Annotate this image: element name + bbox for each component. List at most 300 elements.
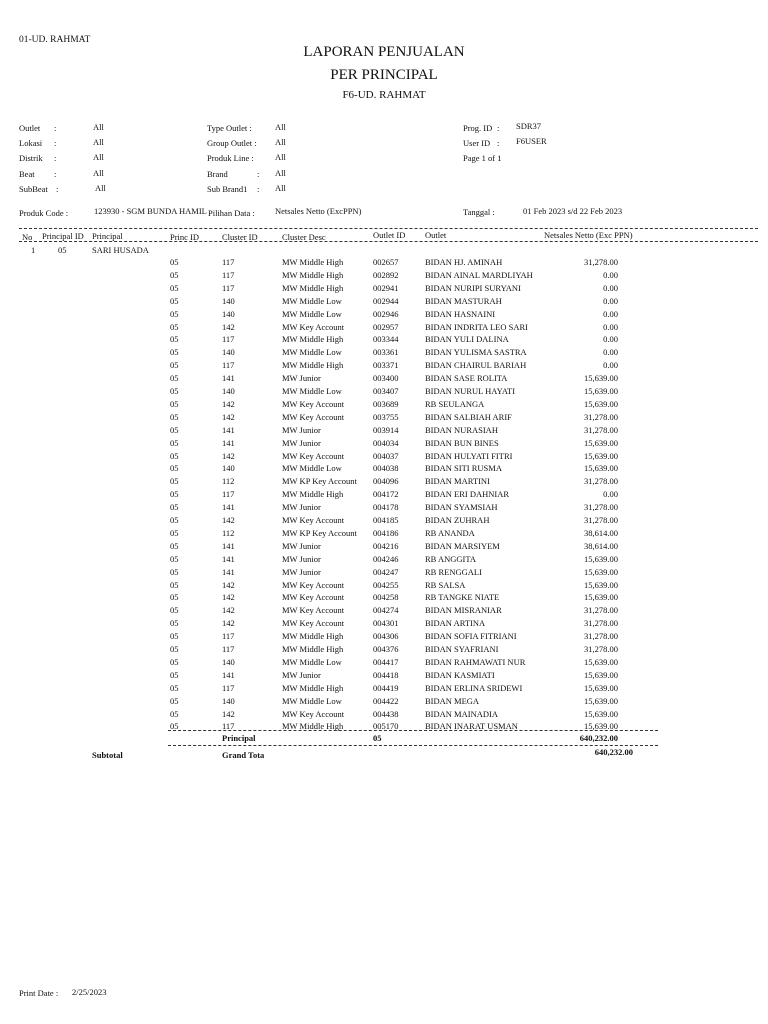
row-netsales-value: 15,639.00 xyxy=(584,386,618,396)
print-date-label: Print Date : xyxy=(19,988,59,998)
row-outlet-name: BIDAN SOFIA FITRIANI xyxy=(425,631,517,642)
row-cluster-desc: MW Junior xyxy=(282,540,321,551)
row-princ-id: 05 xyxy=(170,682,179,693)
row-cluster-id: 141 xyxy=(222,502,235,513)
row-princ-id: 05 xyxy=(170,540,179,551)
row-cluster-desc: MW Key Account xyxy=(282,579,345,590)
row-outlet-id: 004306 xyxy=(373,631,399,642)
row-netsales-value: 31,278.00 xyxy=(584,644,618,654)
table-row xyxy=(0,489,768,502)
table-row xyxy=(0,270,768,283)
row-outlet-name: BIDAN ZUHRAH xyxy=(425,515,490,525)
row-cluster-id: 141 xyxy=(222,424,235,435)
row-cluster-desc: MW Middle High xyxy=(282,282,344,293)
table-row xyxy=(0,683,768,696)
row-outlet-id: 003689 xyxy=(373,398,399,409)
table-row xyxy=(0,438,768,451)
principal-total-code: 05 xyxy=(373,733,382,743)
table-row xyxy=(0,309,768,322)
total-top-rule xyxy=(168,730,658,731)
row-outlet-id: 004376 xyxy=(373,644,399,654)
row-cluster-id: 142 xyxy=(222,605,235,616)
row-outlet-id: 004419 xyxy=(373,682,399,693)
principal-total-value: 640,232.00 xyxy=(579,733,618,743)
table-row xyxy=(0,296,768,309)
row-netsales-value: 38,614.00 xyxy=(584,540,618,551)
table-row xyxy=(0,696,768,709)
row-outlet-name: BIDAN SALBIAH ARIF xyxy=(425,411,512,422)
row-cluster-desc: MW Junior xyxy=(282,437,321,448)
row-outlet-name: BIDAN HJ. AMINAH xyxy=(425,257,503,267)
row-cluster-desc: MW Middle High xyxy=(282,257,344,267)
row-cluster-id: 117 xyxy=(222,631,235,642)
row-netsales-value: 15,639.00 xyxy=(584,695,618,706)
tanggal-label: Tanggal : xyxy=(463,207,495,217)
row-netsales-value: 31,278.00 xyxy=(584,476,618,487)
col-header-no: No xyxy=(22,232,33,242)
row-cluster-desc: MW Junior xyxy=(282,424,321,435)
row-cluster-desc: MW KP Key Account xyxy=(282,476,357,487)
filter-label: Group Outlet : xyxy=(207,138,257,148)
row-outlet-id: 002657 xyxy=(373,257,399,267)
row-netsales-value: 31,278.00 xyxy=(584,618,618,629)
row-outlet-name: BIDAN SITI RUSMA xyxy=(425,463,502,474)
row-cluster-desc: MW Key Account xyxy=(282,411,345,422)
row-outlet-id: 002946 xyxy=(373,308,399,319)
row-princ-id: 05 xyxy=(170,553,179,564)
row-outlet-id: 004186 xyxy=(373,527,399,538)
filter-label: Outlet xyxy=(19,123,41,133)
row-outlet-name: RB SEULANGA xyxy=(425,398,485,409)
row-cluster-id: 117 xyxy=(222,682,235,693)
pilihan-data-label: Pilihan Data : xyxy=(208,208,255,218)
row-outlet-id: 004438 xyxy=(373,708,399,719)
row-cluster-id: 142 xyxy=(222,618,235,629)
filter-value: All xyxy=(93,168,104,178)
row-netsales-value: 15,639.00 xyxy=(584,579,618,590)
filter-sep: : xyxy=(497,138,500,148)
group-no: 1 xyxy=(31,245,36,255)
row-outlet-id: 003407 xyxy=(373,386,399,396)
row-outlet-id: 002892 xyxy=(373,269,399,280)
produk-code-value: 123930 - SGM BUNDA HAMIL xyxy=(94,206,207,216)
row-outlet-name: BIDAN RAHMAWATI NUR xyxy=(425,656,526,667)
row-cluster-id: 117 xyxy=(222,360,235,371)
table-row xyxy=(0,476,768,489)
row-cluster-id: 142 xyxy=(222,321,235,332)
row-outlet-id: 004301 xyxy=(373,618,399,629)
row-cluster-id: 141 xyxy=(222,373,235,384)
row-outlet-id: 003361 xyxy=(373,347,399,358)
row-outlet-id: 004038 xyxy=(373,463,399,474)
filter-sep: : xyxy=(54,138,57,148)
row-cluster-desc: MW Middle Low xyxy=(282,463,342,474)
row-outlet-name: BIDAN YULISMA SASTRA xyxy=(425,347,527,358)
row-outlet-id: 002957 xyxy=(373,321,399,332)
row-outlet-name: BIDAN AINAL MARDLIYAH xyxy=(425,269,533,280)
row-cluster-id: 117 xyxy=(222,489,235,500)
row-princ-id: 05 xyxy=(170,257,179,267)
row-cluster-id: 142 xyxy=(222,515,235,525)
col-header-principal-id: Principal ID xyxy=(42,231,84,241)
row-cluster-desc: MW Middle High xyxy=(282,631,344,642)
row-princ-id: 05 xyxy=(170,489,179,500)
row-cluster-desc: MW Middle Low xyxy=(282,695,342,706)
user-id-value: F6USER xyxy=(516,136,547,146)
row-outlet-id: 005170 xyxy=(373,721,399,732)
row-netsales-value: 15,639.00 xyxy=(584,592,618,603)
row-netsales-value: 15,639.00 xyxy=(584,721,618,732)
row-netsales-value: 38,614.00 xyxy=(584,527,618,538)
row-princ-id: 05 xyxy=(170,334,179,345)
row-cluster-desc: MW Junior xyxy=(282,502,321,513)
row-outlet-name: BIDAN HASNAINI xyxy=(425,308,496,319)
row-cluster-id: 141 xyxy=(222,540,235,551)
row-outlet-id: 002944 xyxy=(373,295,399,306)
row-netsales-value: 15,639.00 xyxy=(584,463,618,474)
row-netsales-value: 31,278.00 xyxy=(584,502,618,513)
row-cluster-id: 142 xyxy=(222,398,235,409)
row-outlet-name: BIDAN NURIPI SURYANI xyxy=(425,282,521,293)
row-outlet-id: 004178 xyxy=(373,502,399,513)
row-netsales-value: 15,639.00 xyxy=(584,656,618,667)
row-princ-id: 05 xyxy=(170,398,179,409)
row-outlet-name: BIDAN SYAMSIAH xyxy=(425,502,498,513)
row-outlet-id: 003344 xyxy=(373,334,399,345)
total-bottom-rule xyxy=(168,745,658,746)
row-princ-id: 05 xyxy=(170,295,179,306)
row-princ-id: 05 xyxy=(170,347,179,358)
row-cluster-desc: MW Middle High xyxy=(282,489,344,500)
filter-value: All xyxy=(275,137,286,147)
row-cluster-desc: MW Middle High xyxy=(282,721,344,732)
table-row xyxy=(0,657,768,670)
row-cluster-desc: MW Middle Low xyxy=(282,308,342,319)
row-cluster-id: 117 xyxy=(222,257,235,267)
prog-id-value: SDR37 xyxy=(516,121,542,131)
row-outlet-name: BIDAN MEGA xyxy=(425,695,480,706)
header-bottom-rule xyxy=(19,241,758,242)
row-outlet-name: BIDAN INDRITA LEO SARI xyxy=(425,321,528,332)
row-outlet-id: 004418 xyxy=(373,669,399,680)
filter-value: All xyxy=(275,152,286,162)
row-outlet-id: 004422 xyxy=(373,695,399,706)
row-cluster-desc: MW Middle Low xyxy=(282,295,342,306)
filter-label: Lokasi xyxy=(19,138,43,148)
table-row xyxy=(0,425,768,438)
row-outlet-id: 004246 xyxy=(373,553,399,564)
row-netsales-value: 15,639.00 xyxy=(584,450,618,461)
header-top-rule xyxy=(19,228,758,229)
row-outlet-name: BIDAN HULYATI FITRI xyxy=(425,450,513,461)
table-row xyxy=(0,463,768,476)
row-outlet-name: BIDAN MASTURAH xyxy=(425,295,502,306)
row-cluster-id: 142 xyxy=(222,450,235,461)
filter-value: All xyxy=(275,122,286,132)
group-principal-name: SARI HUSADA xyxy=(92,245,149,255)
row-cluster-desc: MW Key Account xyxy=(282,321,345,332)
row-netsales-value: 0.00 xyxy=(603,489,618,500)
filter-label: Type Outlet : xyxy=(207,123,252,133)
filter-sep: : xyxy=(257,184,260,194)
filter-label: Brand xyxy=(207,169,228,179)
row-cluster-desc: MW Middle Low xyxy=(282,347,342,358)
row-netsales-value: 31,278.00 xyxy=(584,257,618,267)
row-outlet-id: 003755 xyxy=(373,411,399,422)
row-princ-id: 05 xyxy=(170,437,179,448)
row-princ-id: 05 xyxy=(170,515,179,525)
table-row xyxy=(0,528,768,541)
row-outlet-name: BIDAN SASE ROLITA xyxy=(425,373,508,384)
row-outlet-name: BIDAN YULI DALINA xyxy=(425,334,509,345)
grand-total-label: Grand Tota xyxy=(222,750,265,760)
row-princ-id: 05 xyxy=(170,373,179,384)
filter-value: All xyxy=(95,183,106,193)
row-princ-id: 05 xyxy=(170,463,179,474)
row-outlet-id: 004258 xyxy=(373,592,399,603)
col-header-cluster-id: Cluster ID xyxy=(222,232,258,242)
subtotal-label: Subtotal xyxy=(92,750,123,760)
table-row xyxy=(0,580,768,593)
row-netsales-value: 31,278.00 xyxy=(584,424,618,435)
row-princ-id: 05 xyxy=(170,592,179,603)
row-netsales-value: 15,639.00 xyxy=(584,437,618,448)
row-netsales-value: 15,639.00 xyxy=(584,566,618,577)
row-princ-id: 05 xyxy=(170,644,179,654)
row-cluster-id: 142 xyxy=(222,579,235,590)
pilihan-data-value: Netsales Netto (ExcPPN) xyxy=(275,206,362,216)
row-princ-id: 05 xyxy=(170,708,179,719)
row-cluster-id: 141 xyxy=(222,553,235,564)
row-princ-id: 05 xyxy=(170,669,179,680)
row-outlet-name: BIDAN CHAIRUL BARIAH xyxy=(425,360,527,371)
row-outlet-id: 003371 xyxy=(373,360,399,371)
row-netsales-value: 31,278.00 xyxy=(584,631,618,642)
row-cluster-id: 141 xyxy=(222,566,235,577)
row-netsales-value: 0.00 xyxy=(603,295,618,306)
row-princ-id: 05 xyxy=(170,269,179,280)
table-row xyxy=(0,451,768,464)
row-outlet-id: 004034 xyxy=(373,437,399,448)
row-princ-id: 05 xyxy=(170,618,179,629)
table-row xyxy=(0,541,768,554)
table-row xyxy=(0,386,768,399)
filter-label: SubBeat xyxy=(19,184,48,194)
table-row xyxy=(0,670,768,683)
report-branch: F6-UD. RAHMAT xyxy=(342,89,426,101)
row-cluster-desc: MW Middle High xyxy=(282,360,344,371)
row-outlet-id: 004247 xyxy=(373,566,399,577)
row-cluster-id: 140 xyxy=(222,308,235,319)
row-cluster-desc: MW Key Account xyxy=(282,398,345,409)
row-princ-id: 05 xyxy=(170,605,179,616)
row-cluster-id: 142 xyxy=(222,592,235,603)
row-outlet-name: BIDAN MAINADIA xyxy=(425,708,498,719)
row-princ-id: 05 xyxy=(170,360,179,371)
row-netsales-value: 0.00 xyxy=(603,334,618,345)
table-row xyxy=(0,347,768,360)
row-netsales-value: 15,639.00 xyxy=(584,398,618,409)
row-outlet-name: BIDAN BUN BINES xyxy=(425,437,499,448)
row-outlet-name: RB ANANDA xyxy=(425,527,475,538)
row-netsales-value: 31,278.00 xyxy=(584,605,618,616)
filter-label: User ID xyxy=(463,138,491,148)
table-row xyxy=(0,399,768,412)
row-cluster-id: 140 xyxy=(222,386,235,396)
row-princ-id: 05 xyxy=(170,695,179,706)
row-outlet-name: BIDAN MARTINI xyxy=(425,476,490,487)
row-netsales-value: 15,639.00 xyxy=(584,553,618,564)
table-row xyxy=(0,502,768,515)
row-outlet-id: 004417 xyxy=(373,656,399,667)
row-outlet-id: 004255 xyxy=(373,579,399,590)
filter-label: Prog. ID xyxy=(463,123,493,133)
row-outlet-name: BIDAN ERI DAHNIAR xyxy=(425,489,510,500)
row-cluster-desc: MW Middle High xyxy=(282,334,344,345)
row-cluster-desc: MW Key Account xyxy=(282,450,345,461)
row-outlet-name: BIDAN MARSIYEM xyxy=(425,540,500,551)
col-header-outlet: Outlet xyxy=(425,230,447,240)
row-cluster-desc: MW Middle High xyxy=(282,682,344,693)
report-title: LAPORAN PENJUALAN xyxy=(303,44,465,60)
page-indicator: Page 1 of 1 xyxy=(463,153,502,163)
table-row xyxy=(0,709,768,722)
table-row xyxy=(0,334,768,347)
row-netsales-value: 0.00 xyxy=(603,282,618,293)
filter-value: All xyxy=(275,168,286,178)
filter-sep: : xyxy=(54,169,57,179)
table-row xyxy=(0,515,768,528)
col-header-cluster-desc: Cluster Desc xyxy=(282,232,326,242)
report-subtitle: PER PRINCIPAL xyxy=(330,67,438,83)
row-cluster-id: 142 xyxy=(222,708,235,719)
table-row xyxy=(0,412,768,425)
row-cluster-desc: MW Key Account xyxy=(282,618,345,629)
row-cluster-id: 141 xyxy=(222,669,235,680)
row-cluster-desc: MW Key Account xyxy=(282,708,345,719)
row-cluster-id: 117 xyxy=(222,269,235,280)
row-princ-id: 05 xyxy=(170,502,179,513)
row-princ-id: 05 xyxy=(170,386,179,396)
row-outlet-id: 003400 xyxy=(373,373,399,384)
filter-sep: : xyxy=(54,123,57,133)
row-outlet-id: 004037 xyxy=(373,450,399,461)
row-cluster-id: 140 xyxy=(222,295,235,306)
row-netsales-value: 0.00 xyxy=(603,269,618,280)
row-princ-id: 05 xyxy=(170,656,179,667)
row-princ-id: 05 xyxy=(170,424,179,435)
row-cluster-id: 117 xyxy=(222,334,235,345)
row-netsales-value: 15,639.00 xyxy=(584,708,618,719)
row-princ-id: 05 xyxy=(170,721,179,732)
row-outlet-id: 004216 xyxy=(373,540,399,551)
row-netsales-value: 0.00 xyxy=(603,360,618,371)
row-cluster-desc: MW Middle High xyxy=(282,644,344,654)
filter-label: Produk Line : xyxy=(207,153,254,163)
filter-sep: : xyxy=(56,184,59,194)
row-cluster-desc: MW Junior xyxy=(282,553,321,564)
row-netsales-value: 31,278.00 xyxy=(584,411,618,422)
table-row xyxy=(0,644,768,657)
table-row xyxy=(0,360,768,373)
col-header-outlet-id: Outlet ID xyxy=(373,230,406,240)
filter-value: All xyxy=(93,122,104,132)
row-netsales-value: 0.00 xyxy=(603,321,618,332)
filter-sep: : xyxy=(497,123,500,133)
table-row xyxy=(0,554,768,567)
company-name: 01-UD. RAHMAT xyxy=(19,35,91,45)
filter-value: All xyxy=(93,137,104,147)
row-princ-id: 05 xyxy=(170,450,179,461)
row-outlet-id: 004274 xyxy=(373,605,399,616)
row-princ-id: 05 xyxy=(170,411,179,422)
table-row xyxy=(0,605,768,618)
row-netsales-value: 15,639.00 xyxy=(584,373,618,384)
row-netsales-value: 31,278.00 xyxy=(584,515,618,525)
filter-label: Sub Brand1 xyxy=(207,184,248,194)
row-outlet-name: BIDAN MISRANIAR xyxy=(425,605,502,616)
row-outlet-id: 003914 xyxy=(373,424,399,435)
row-princ-id: 05 xyxy=(170,566,179,577)
row-cluster-id: 142 xyxy=(222,411,235,422)
row-netsales-value: 15,639.00 xyxy=(584,682,618,693)
row-outlet-name: BIDAN SYAFRIANI xyxy=(425,644,499,654)
row-outlet-name: BIDAN INARAT USMAN xyxy=(425,721,518,732)
row-princ-id: 05 xyxy=(170,321,179,332)
filter-label: Beat xyxy=(19,169,35,179)
filter-value: All xyxy=(275,183,286,193)
row-cluster-id: 140 xyxy=(222,656,235,667)
table-row xyxy=(0,721,768,734)
row-princ-id: 05 xyxy=(170,476,179,487)
row-outlet-name: BIDAN ARTINA xyxy=(425,618,486,629)
row-outlet-name: RB RENGGALI xyxy=(425,566,482,577)
row-princ-id: 05 xyxy=(170,308,179,319)
row-cluster-id: 117 xyxy=(222,644,235,654)
row-outlet-name: BIDAN NURASIAH xyxy=(425,424,498,435)
row-cluster-id: 141 xyxy=(222,437,235,448)
row-outlet-name: BIDAN ERLINA SRIDEWI xyxy=(425,682,523,693)
col-header-netsales: Netsales Netto (Exc PPN) xyxy=(544,230,633,240)
table-row xyxy=(0,373,768,386)
row-cluster-desc: MW Middle Low xyxy=(282,386,342,396)
row-outlet-name: RB ANGGITA xyxy=(425,553,477,564)
col-header-principal: Principal xyxy=(92,231,123,241)
filter-value: All xyxy=(93,152,104,162)
row-netsales-value: 0.00 xyxy=(603,308,618,319)
row-princ-id: 05 xyxy=(170,631,179,642)
row-cluster-desc: MW Middle High xyxy=(282,269,344,280)
filter-sep: : xyxy=(257,169,260,179)
row-princ-id: 05 xyxy=(170,527,179,538)
row-outlet-name: RB TANGKE NIATE xyxy=(425,592,500,603)
row-outlet-id: 004172 xyxy=(373,489,399,500)
group-principal-id: 05 xyxy=(58,245,67,255)
row-cluster-desc: MW Junior xyxy=(282,669,321,680)
row-cluster-desc: MW KP Key Account xyxy=(282,527,357,538)
print-date-value: 2/25/2023 xyxy=(72,987,107,997)
row-cluster-id: 117 xyxy=(222,282,235,293)
tanggal-value: 01 Feb 2023 s/d 22 Feb 2023 xyxy=(523,206,623,216)
row-cluster-id: 112 xyxy=(222,527,235,538)
row-outlet-name: BIDAN KASMIATI xyxy=(425,669,495,680)
row-cluster-id: 117 xyxy=(222,721,235,732)
row-cluster-id: 140 xyxy=(222,347,235,358)
row-cluster-id: 112 xyxy=(222,476,235,487)
row-cluster-id: 140 xyxy=(222,695,235,706)
table-row xyxy=(0,631,768,644)
row-cluster-id: 140 xyxy=(222,463,235,474)
